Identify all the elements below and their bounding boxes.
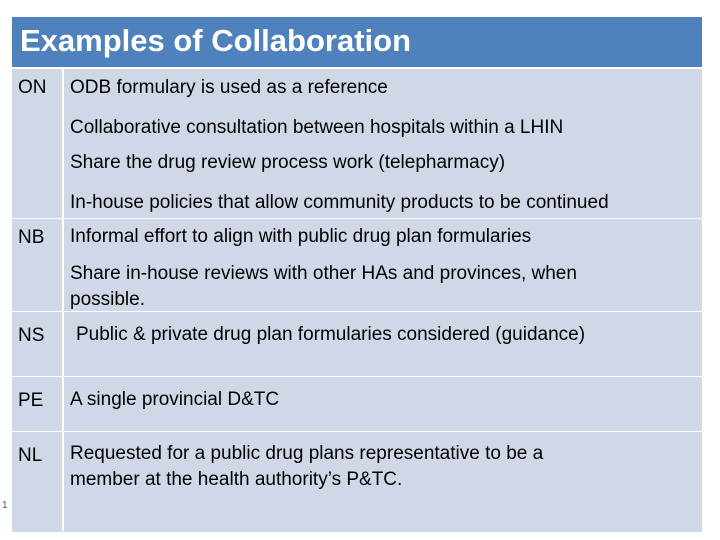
slide-number: 1 <box>2 500 8 511</box>
province-label-on: ON <box>18 77 47 98</box>
row-nl-line-1: Requested for a public drug plans representative to be a <box>70 443 544 464</box>
row-nb-line-3: possible. <box>70 289 145 310</box>
table-row-nb <box>12 218 702 312</box>
column-divider <box>62 69 64 531</box>
row-on-line-2: Collaborative consultation between hospitals within a LHIN <box>70 117 564 138</box>
page-title: Examples of Collaboration <box>20 23 412 58</box>
row-nb-line-2: Share in-house reviews with other HAs and provinces, when <box>70 263 577 284</box>
province-label-nb: NB <box>18 227 45 248</box>
row-ns-line-1: Public & private drug plan formularies considered (guidance) <box>76 324 586 345</box>
row-on-line-3: Share the drug review process work (telepharmacy) <box>70 152 506 173</box>
title-bar <box>12 17 702 67</box>
province-label-ns: NS <box>18 325 45 346</box>
row-on-line-1: ODB formulary is used as a reference <box>70 77 388 98</box>
table-row-on <box>12 69 702 218</box>
row-pe-line-1: A single provincial D&TC <box>70 389 280 410</box>
province-label-pe: PE <box>18 390 44 411</box>
province-label-nl: NL <box>18 445 43 466</box>
table-row-nl <box>12 431 702 532</box>
row-nl-line-2: member at the health authority’s P&TC. <box>70 469 403 490</box>
table-row-pe <box>12 376 702 432</box>
table-row-ns <box>12 311 702 377</box>
row-nb-line-1: Informal effort to align with public drug plan formularies <box>70 226 532 247</box>
collaboration-table <box>12 69 702 531</box>
row-on-line-4: In-house policies that allow community products to be continued <box>70 192 609 213</box>
